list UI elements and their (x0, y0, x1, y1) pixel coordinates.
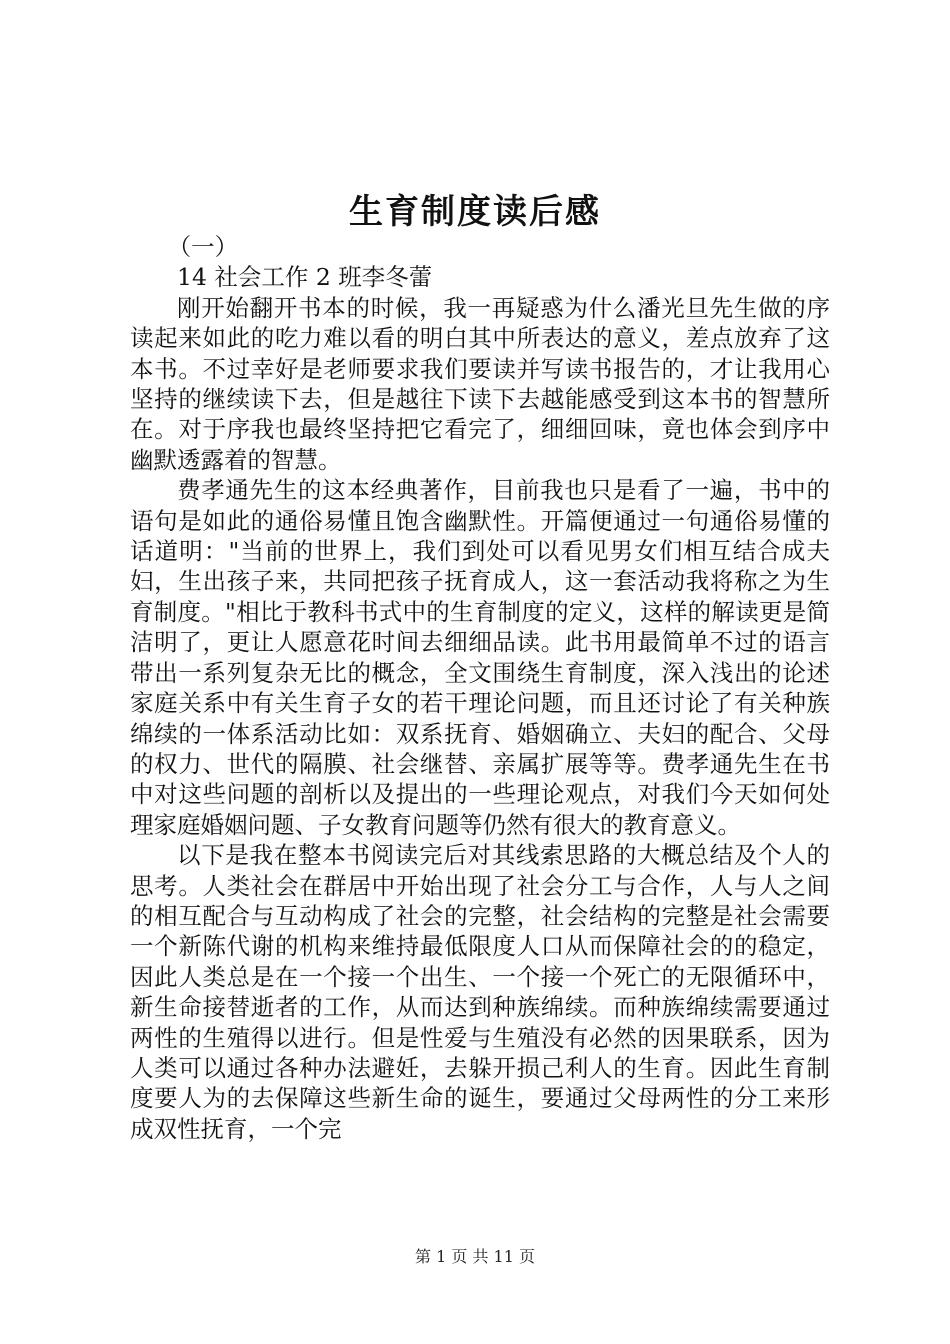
section-mark: （一） (167, 233, 239, 261)
author-line: 14 社会工作 2 班李冬蕾 (177, 263, 433, 292)
paragraph: 刚开始翻开书本的时候，我一再疑惑为什么潘光旦先生做的序读起来如此的吃力难以看的明白其中所表达的意义，差点放弃了这本书。不过幸好是老师要求我们要读并写读书报告的，才让我用心坚持的继续读下去，但是越往下读下去越能感受到这本书的智慧所在。对于序我也最终坚持把它看完了，细细回味，竟也体会到序中幽默透露着的智慧。 (130, 293, 830, 474)
paragraph: 以下是我在整本书阅读完后对其线索思路的大概总结及个人的思考。人类社会在群居中开始出现了社会分工与合作，人与人之间的相互配合与互动构成了社会的完整，社会结构的完整是社会需要一个新陈代谢的机构来维持最低限度人口从而保障社会的的稳定，因此人类总是在一个接一个出生、一个接一个死亡的无限循环中，新生命接替逝者的工作，从而达到种族绵续。而种族绵续需要通过两性的生殖得以进行。但是性爱与生殖没有必然的因果联系，因为人类可以通过各种办法避妊，去躲开损己利人的生育。因此生育制度要人为的去保障这些新生命的诞生，要通过父母两性的分工来形成双性抚育，一个完 (130, 841, 830, 1143)
page-footer: 第 1 页 共 11 页 (415, 1247, 535, 1266)
document-body (130, 232, 830, 1144)
paragraph: 费孝通先生的这本经典著作，目前我也只是看了一遍，书中的语句是如此的通俗易懂且饱含幽默性。开篇便通过一句通俗易懂的话道明："当前的世界上，我们到处可以看见男女们相互结合成夫妇，生出孩子来，共同把孩子抚育成人，这一套活动我将称之为生育制度。"相比于教科书式中的生育制度的定义，这样的解读更是简洁明了，更让人愿意花时间去细细品读。此书用最简单不过的语言带出一系列复杂无比的概念，全文围绕生育制度，深入浅出的论述家庭关系中有关生育子女的若干理论问题，而且还讨论了有关种族绵续的一体系活动比如：双系抚育、婚姻确立、夫妇的配合、父母的权力、世代的隔膜、社会继替、亲属扩展等等。费孝通先生在书中对这些问题的剖析以及提出的一些理论观点，对我们今天如何处理家庭婚姻问题、子女教育问题等仍然有很大的教育意义。 (130, 476, 830, 839)
document-title: 生育制度读后感 (349, 192, 601, 232)
